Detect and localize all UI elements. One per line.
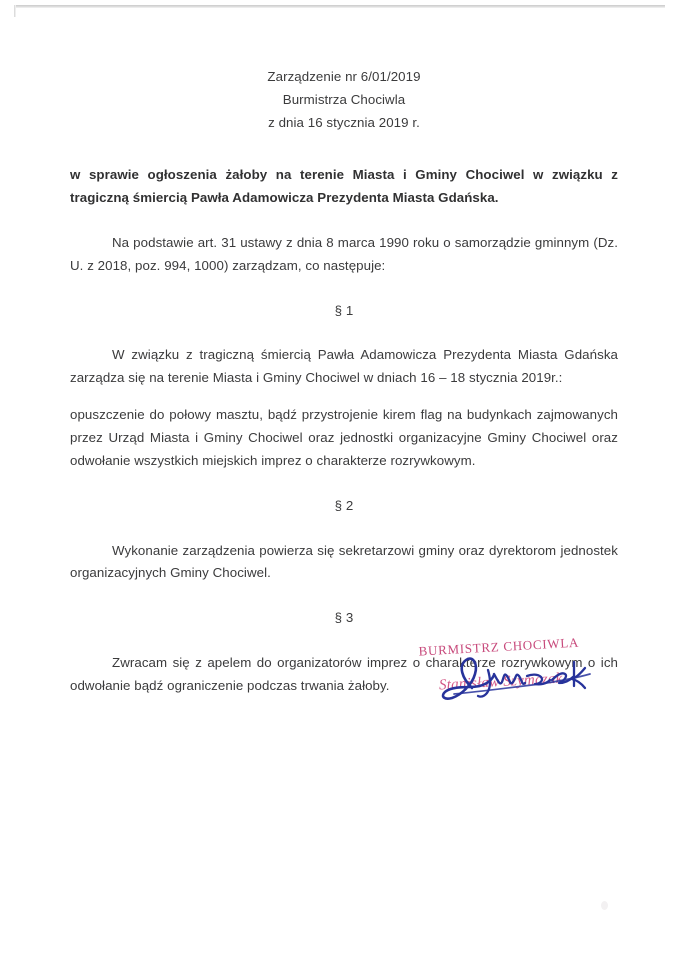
document-body [70, 0, 618, 711]
signature-block [404, 636, 604, 722]
section-1-paragraph-1: W związku z tragiczną śmiercią Pawła Adamowicza Prezydenta Miasta Gdańska zarządza się na terenie Miasta i Gminy Chociwel w dniach 16 – 18 stycznia 2019r.: [70, 347, 618, 386]
section-mark-1: § 1 [334, 302, 354, 318]
document-subject: w sprawie ogłoszenia żałoby na terenie Miasta i Gminy Chociwel w związku z tragiczną śmiercią Pawła Adamowicza Prezydenta Miasta Gdańska. [70, 166, 618, 206]
section-1-paragraph-2: opuszczenie do połowy masztu, bądź przystrojenie kirem flag na budynkach zajmowanych przez Urząd Miasta i Gminy Chociwel oraz jednostki organizacyjne Gminy Chociwel oraz odwołanie wszystkich miejskich imprez o charakterze rozrywkowym. [70, 407, 618, 468]
stamp-name: Stanisław Szymczak [438, 670, 563, 694]
section-2-paragraph-1: Wykonanie zarządzenia powierza się sekretarzowi gminy oraz dyrektorom jednostek organizacyjnych Gminy Chociwel. [70, 542, 618, 581]
header-date: z dnia 16 stycznia 2019 r. [268, 114, 420, 130]
section-mark-3: § 3 [334, 610, 354, 626]
section-mark-2: § 2 [334, 497, 354, 513]
scan-speck [601, 901, 608, 910]
document-header [70, 66, 618, 135]
legal-basis-paragraph: Na podstawie art. 31 ustawy z dnia 8 marca 1990 roku o samorządzie gminnym (Dz. U. z 2018, poz. 994, 1000) zarządzam, co następuje: [70, 234, 618, 273]
header-issuer: Burmistrza Chociwla [282, 91, 406, 107]
scan-edge-left [14, 5, 16, 17]
official-stamp [411, 634, 590, 696]
stamp-title: BURMISTRZ CHOCIWLA [418, 634, 580, 659]
header-ordinance-number: Zarządzenie nr 6/01/2019 [267, 69, 421, 84]
section-3-paragraph-1: Zwracam się z apelem do organizatorów imprez o charakterze rozrywkowym o ich odwołanie bądź ograniczenie podczas trwania żałoby. [70, 655, 618, 694]
